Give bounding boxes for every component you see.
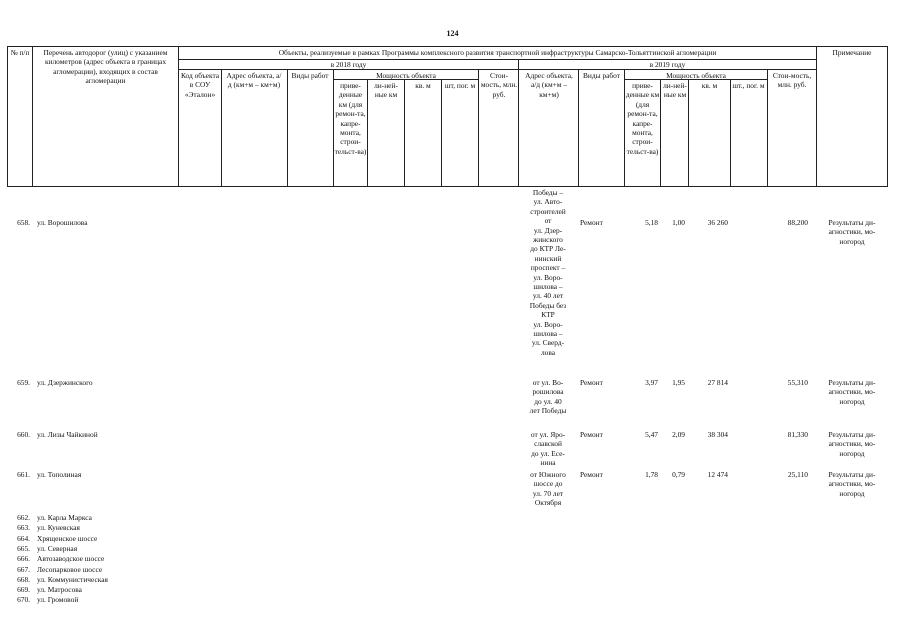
object-address-line: КТР — [541, 310, 555, 320]
cost-mln-rub: 88,200 — [787, 218, 808, 227]
road-name: Лесопарковое шоссе — [37, 564, 103, 574]
row-number: 670. — [17, 595, 30, 605]
header-linear-km-2019: ли-ней-ные км — [663, 81, 687, 100]
header-reduced-km-2018: приве-денные км (для ремон-та, капре-монта, строи-тельст-ва) — [334, 81, 367, 156]
linear-km: 2,09 — [672, 430, 685, 439]
row-number: 666. — [17, 554, 30, 564]
header-sq-m-2018: кв. м — [415, 81, 431, 90]
object-address-line: от — [544, 216, 552, 226]
object-address-line: Октября — [534, 498, 562, 508]
header-reduced-km-2019: приве-денные км (для ремон-та, капре-монта, строи-тельст-ва) — [625, 81, 660, 156]
header-cost-2018: Стои-мость, млн. руб. — [480, 71, 518, 99]
object-address-line: шоссе до — [533, 479, 563, 489]
object-address-line: до ул. Есе- — [531, 448, 565, 458]
object-address-line: шилова – — [533, 329, 563, 338]
header-year-2018: в 2018 году — [330, 60, 367, 69]
row-number: 661. — [17, 470, 30, 479]
header-address-2019: Адрес объекта, а/д (км+м – км+м) — [525, 71, 573, 99]
header-capacity-2018: Мощность объекта — [376, 71, 436, 80]
road-name: ул. Громовой — [37, 595, 79, 605]
row-number: 658. — [17, 218, 30, 227]
road-name: ул. Дзержинского — [37, 378, 93, 387]
note-line: агностики, мо- — [828, 439, 876, 449]
header-program: Объекты, реализуемые в рамках Программы комплексного развития транспортной инфраструктуры Самарско-Тольяттинской агломерации — [278, 48, 717, 57]
note-line: агностики, мо- — [828, 227, 876, 237]
header-address-2018: Адрес объекта, а/д (км+м – км+м) — [226, 71, 282, 90]
object-address-line: нина — [540, 458, 556, 468]
cost-mln-rub: 25,110 — [787, 470, 808, 479]
object-address-line: ул. Сверд- — [531, 338, 565, 348]
object-address-line: рошилова — [532, 387, 564, 397]
object-address-line: от Южного — [530, 470, 566, 479]
header-code: Код объекта в СОУ «Эталон» — [180, 71, 220, 99]
header-roads: Перечень автодорог (улиц) с указанием километров (адрес объекта в границах агломерации), входящих в состав агломерации — [43, 48, 168, 86]
header-num: № п/п — [10, 48, 30, 57]
note-line: Результаты ди- — [828, 430, 876, 439]
work-type: Ремонт — [580, 218, 603, 227]
row-number: 665. — [17, 543, 30, 553]
note-line: ногород — [839, 236, 865, 246]
note-line: ногород — [839, 396, 865, 406]
work-type: Ремонт — [580, 378, 603, 387]
note-line: Результаты ди- — [828, 218, 876, 227]
note-line: Результаты ди- — [828, 378, 876, 387]
row-number: 669. — [17, 585, 30, 595]
area-sq-m: 36 260 — [707, 218, 728, 227]
header-capacity-2019: Мощность объекта — [666, 71, 726, 80]
object-address-line: ул. Дзер- — [533, 225, 563, 235]
reduced-km: 5,18 — [645, 218, 658, 227]
road-name: ул. Северная — [37, 543, 78, 553]
object-address-line: ул. 40 лет — [532, 291, 564, 301]
road-name: ул. Карла Маркса — [37, 513, 92, 522]
note-line: Результаты ди- — [828, 470, 876, 479]
header-pcs-2018: шт, пог. м — [444, 81, 476, 90]
object-address-line: до КТР Ле- — [530, 244, 566, 254]
note-line: ногород — [839, 488, 865, 498]
note-line: агностики, мо- — [828, 387, 876, 397]
object-address-line: Победы без — [529, 300, 567, 310]
cost-mln-rub: 81,330 — [787, 430, 808, 439]
object-address-line: ул. Воро- — [533, 272, 563, 282]
note-line: агностики, мо- — [828, 479, 876, 489]
header-sq-m-2019: кв. м — [701, 81, 718, 90]
object-address-line: от ул. Во- — [532, 378, 564, 387]
road-name: ул. Коммунистическая — [37, 574, 108, 584]
page-number: 124 — [446, 29, 459, 38]
row-number: 667. — [17, 564, 30, 574]
road-name: ул. Куневская — [37, 523, 80, 533]
header-notes: Примечание — [832, 48, 872, 57]
row-number: 660. — [17, 430, 30, 439]
object-address-line: лова — [540, 347, 556, 357]
road-name: ул. Ворошилова — [37, 218, 88, 227]
object-address-line: славской — [534, 439, 562, 449]
linear-km: 1,00 — [672, 218, 685, 227]
object-address-line: ул. Авто- — [533, 197, 563, 207]
reduced-km: 5,47 — [645, 430, 658, 439]
header-pcs-2019: шт., пог. м — [732, 81, 765, 90]
area-sq-m: 12 474 — [707, 470, 728, 479]
header-work-type-2018: Виды работ — [291, 71, 329, 80]
object-address-line: ул. 70 лет — [532, 488, 564, 498]
row-number: 664. — [17, 533, 30, 543]
header-year-2019: в 2019 году — [649, 60, 686, 69]
work-type: Ремонт — [580, 470, 603, 479]
object-address-line: проспект – — [530, 263, 566, 273]
reduced-km: 3,97 — [645, 378, 658, 387]
object-address-line: Победы – — [532, 188, 564, 197]
area-sq-m: 38 304 — [707, 430, 728, 439]
note-line: ногород — [839, 448, 865, 458]
road-name: Автозаводское шоссе — [37, 554, 105, 564]
row-number: 663. — [17, 523, 30, 533]
reduced-km: 1,78 — [645, 470, 658, 479]
header-work-type-2019: Виды работ — [582, 71, 621, 80]
road-name: ул. Лизы Чайкиной — [37, 430, 98, 439]
header-cost-2019: Стои-мость, млн. руб. — [772, 71, 812, 90]
road-name: ул. Тополиная — [37, 470, 82, 479]
object-address-line: лет Победы — [529, 406, 567, 416]
object-address-line: строителей — [530, 206, 566, 216]
row-number: 659. — [17, 378, 30, 387]
object-address-line: от ул. Яро- — [530, 430, 566, 439]
road-name: Хрященское шоссе — [37, 533, 98, 543]
object-address-line: шилова – — [533, 282, 563, 291]
object-address-line: жинского — [533, 235, 563, 244]
header-linear-km-2018: ли-ней-ные км — [374, 81, 398, 100]
row-number: 662. — [17, 513, 30, 522]
object-address-line: нинский — [534, 253, 562, 263]
linear-km: 1,95 — [672, 378, 685, 387]
row-number: 668. — [17, 574, 30, 584]
area-sq-m: 27 814 — [707, 378, 728, 387]
object-address-line: до ул. 40 — [534, 396, 562, 406]
road-name: ул. Матросова — [37, 585, 82, 595]
linear-km: 0,79 — [672, 470, 685, 479]
object-address-line: ул. Воро- — [533, 319, 563, 329]
work-type: Ремонт — [580, 430, 603, 439]
cost-mln-rub: 55,310 — [787, 378, 808, 387]
